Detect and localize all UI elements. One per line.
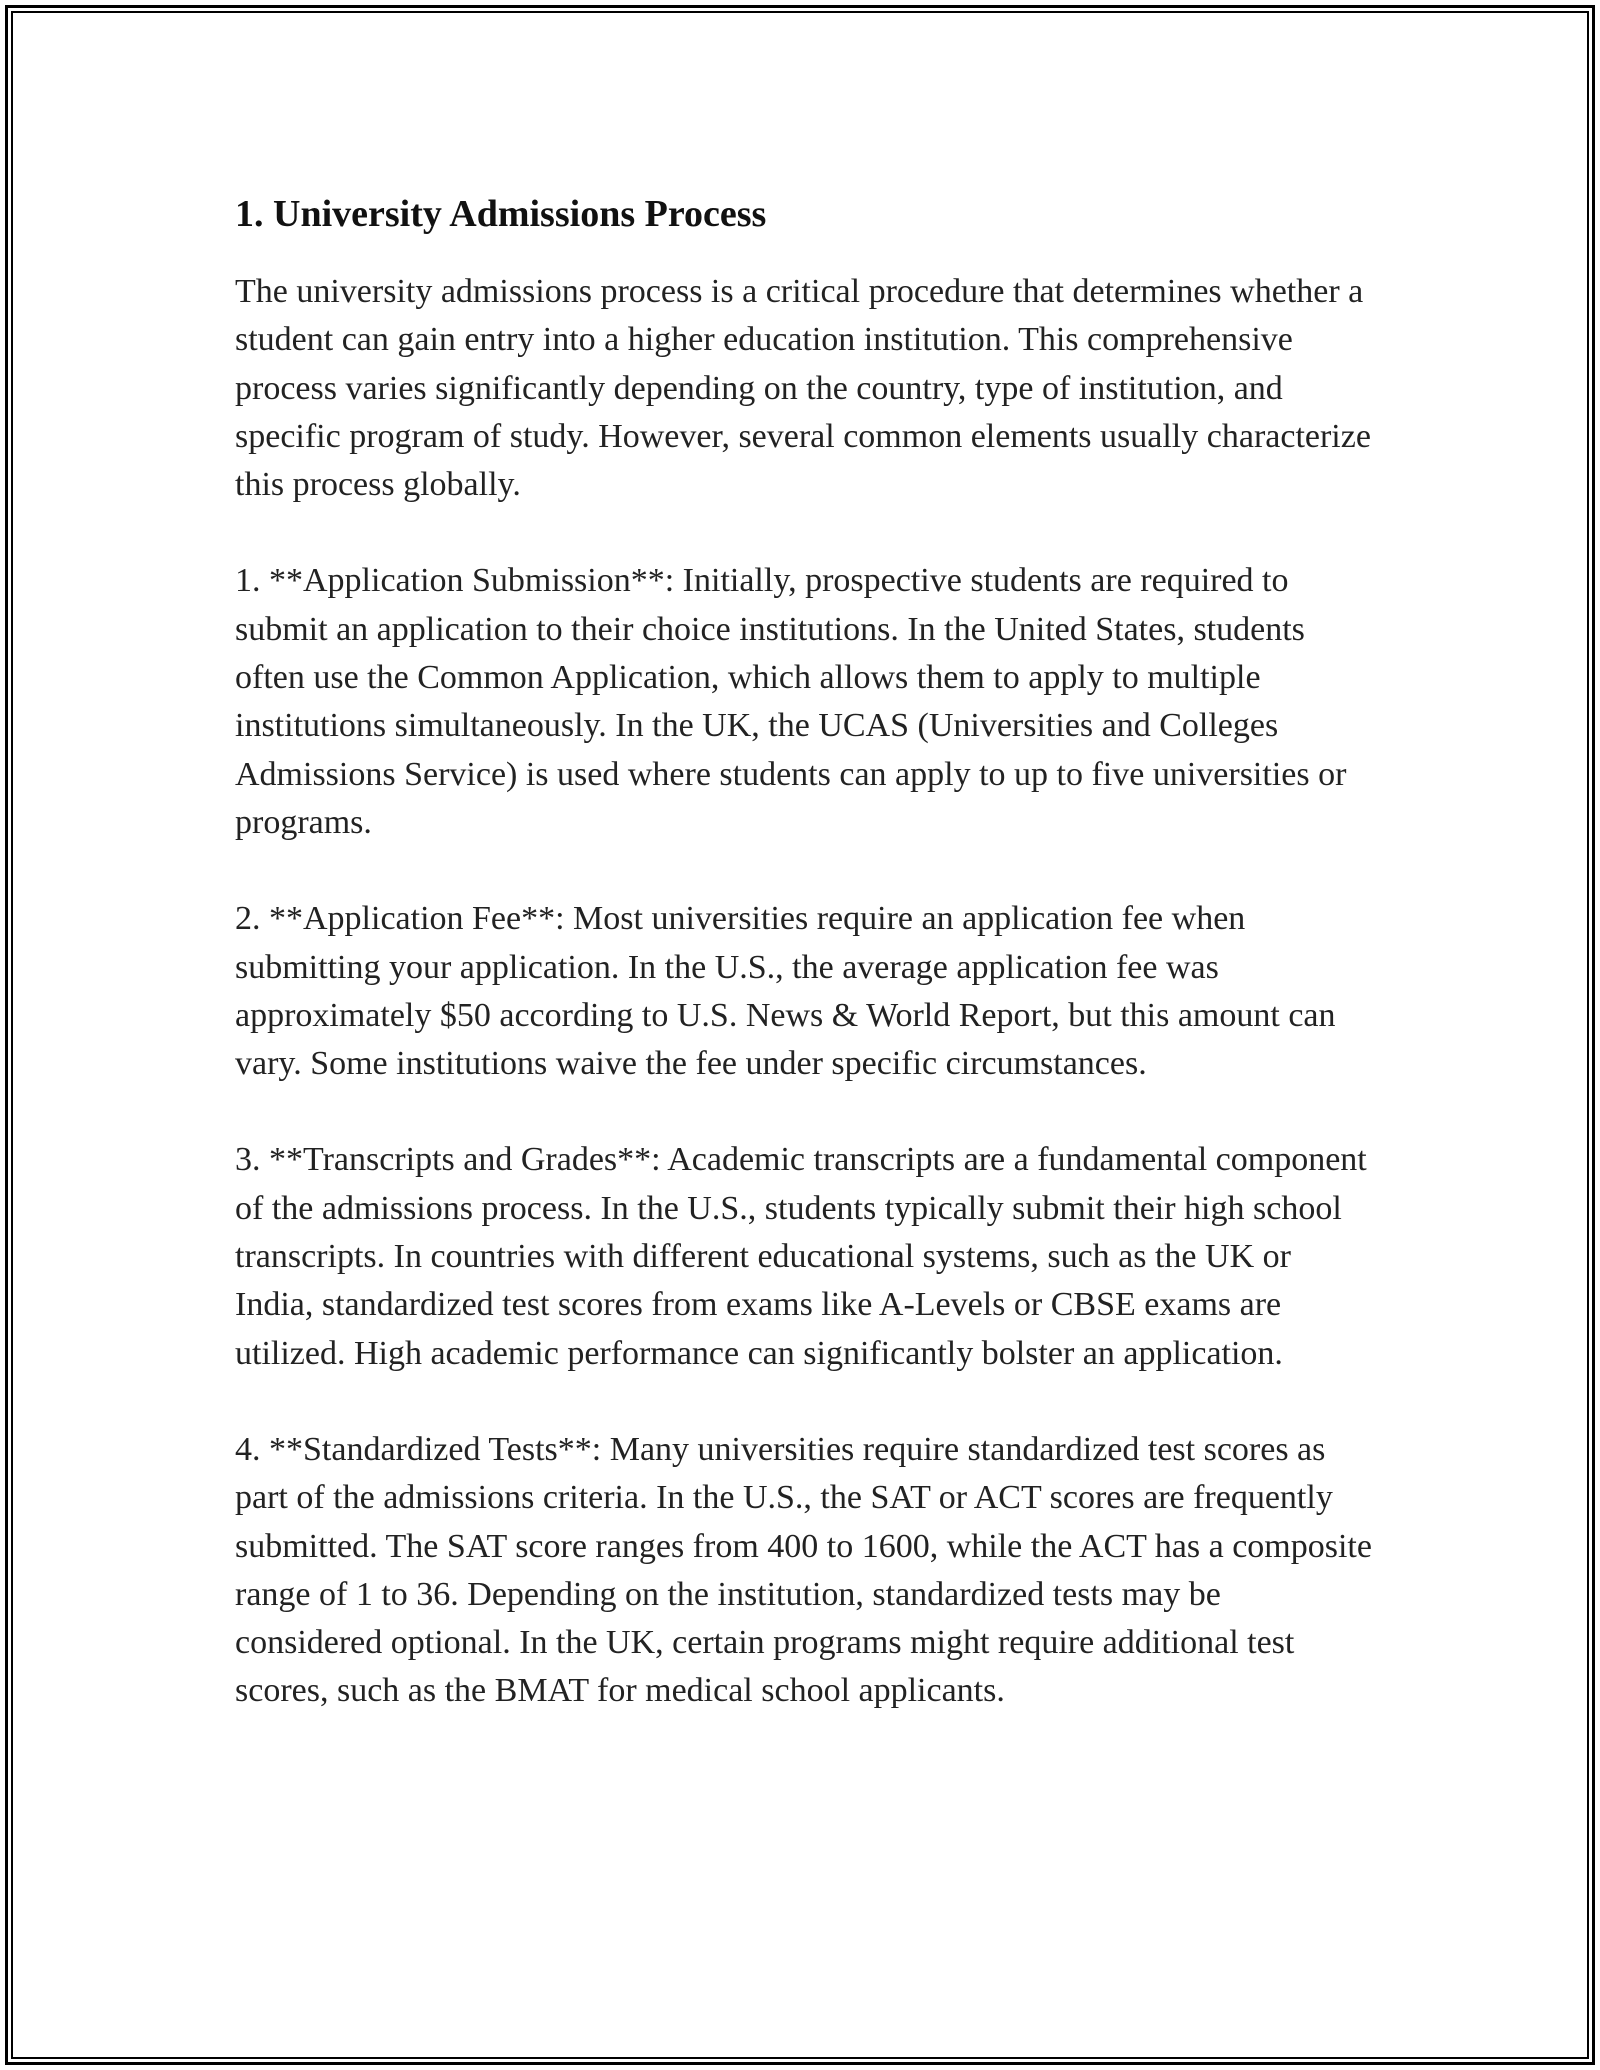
paragraph-transcripts-grades: 3. **Transcripts and Grades**: Academic transcripts are a fundamental component of the admissions process. In the U.S., students typically submit their high school transcripts. In countries with different educational systems, such as the UK or India, standardized test scores from exams like A-Levels or CBSE exams are utilized. High academic performance can significantly bolster an application. — [235, 1141, 1367, 1372]
paragraph-intro: The university admissions process is a critical procedure that determines whether a student can gain entry into a higher education institution. This comprehensive process varies significantly depending on the country, type of institution, and specific program of study. However, several common elements usually characterize this process globally. — [235, 273, 1371, 504]
paragraph-application-submission: 1. **Application Submission**: Initially, prospective students are required to submit an application to their choice institutions. In the United States, students often use the Common Application, which allows them to apply to multiple institutions simultaneously. In the UK, the UCAS (Universities and Colleges Admissions Service) is used where students can apply to up to five universities or programs. — [235, 562, 1347, 841]
paragraph-application-fee: 2. **Application Fee**: Most universities require an application fee when submitting your application. In the U.S., the average application fee was approximately $50 according to U.S. News & World Report, but this amount can vary. Some institutions waive the fee under specific circumstances. — [235, 900, 1336, 1083]
section-title: 1. University Admissions Process — [235, 193, 767, 235]
document-body — [235, 186, 1375, 1764]
paragraph-standardized-tests: 4. **Standardized Tests**: Many universities require standardized test scores as part of the admissions criteria. In the U.S., the SAT or ACT scores are frequently submitted. The SAT score ranges from 400 to 1600, while the ACT has a composite range of 1 to 36. Depending on the institution, standardized tests may be considered optional. In the UK, certain programs might require additional test scores, such as the BMAT for medical school applicants. — [235, 1430, 1372, 1710]
